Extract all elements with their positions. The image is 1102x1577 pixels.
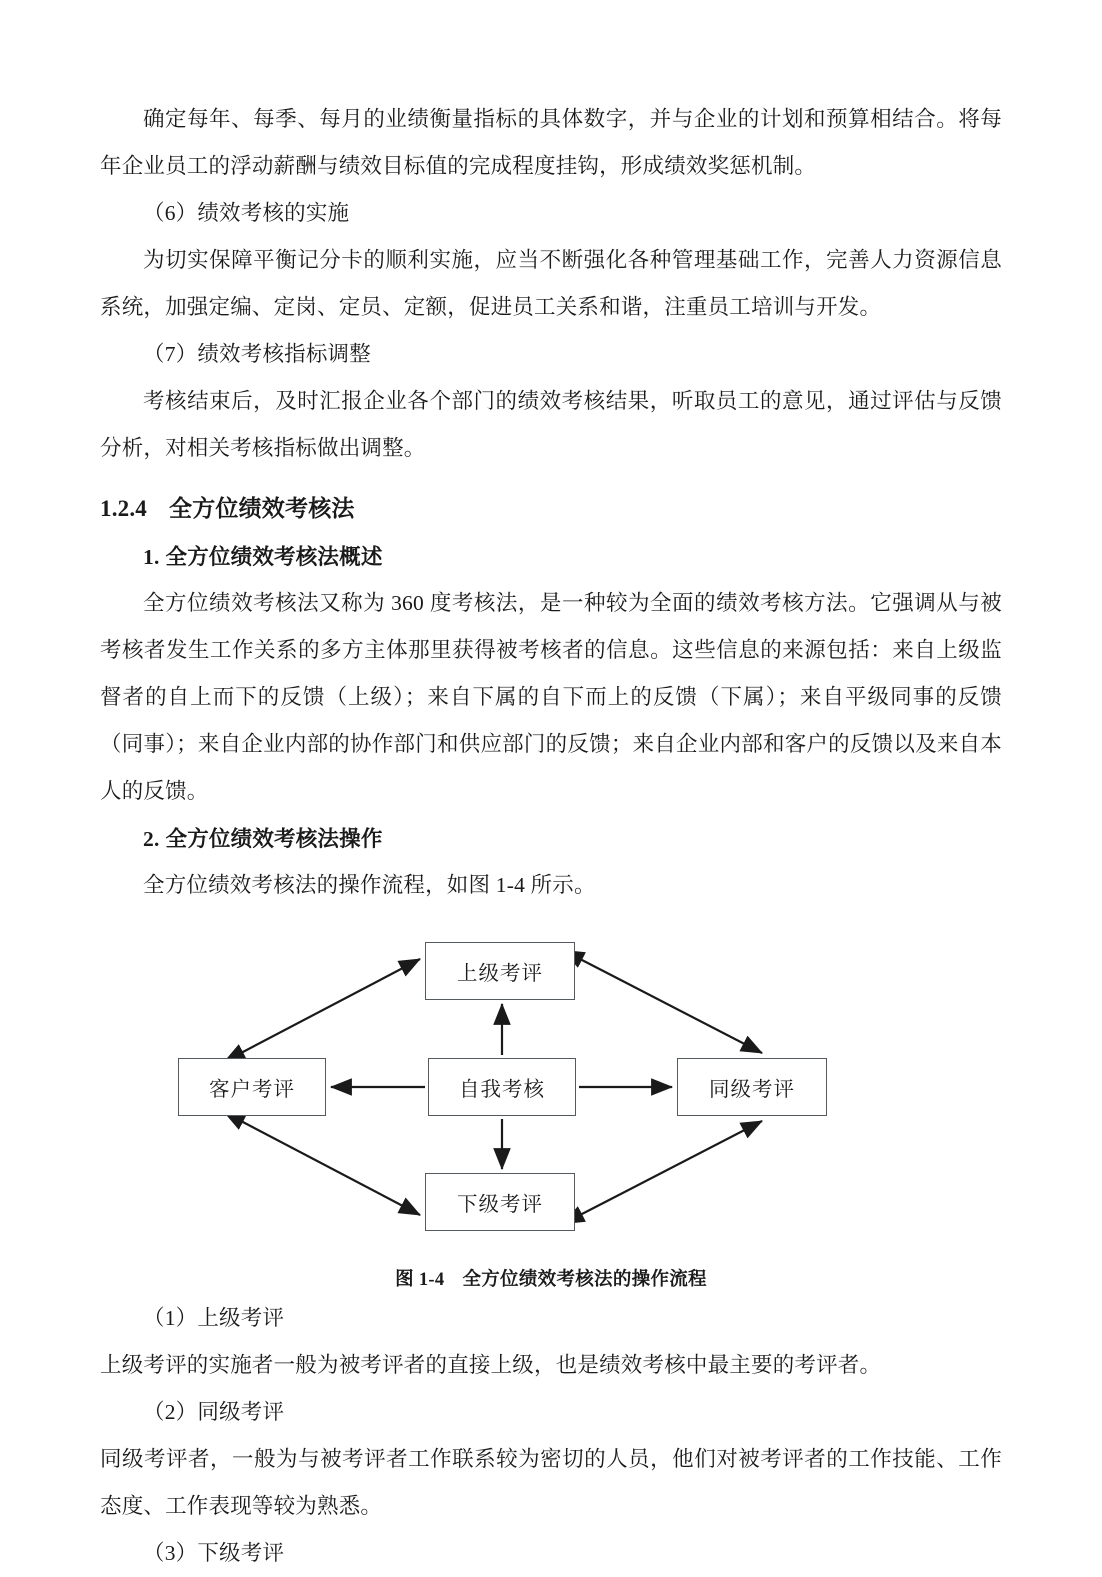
node-subordinate-review-label: 下级考评 bbox=[457, 1194, 543, 1216]
node-superior-review bbox=[425, 942, 575, 1000]
subheading-overview-title: 全方位绩效考核法概述 bbox=[165, 545, 383, 569]
node-superior-review-label: 上级考评 bbox=[457, 963, 543, 985]
node-self-assessment bbox=[428, 1058, 576, 1116]
paragraph-item-6-body: 为切实保障平衡记分卡的顺利实施，应当不断强化各种管理基础工作，完善人力资源信息系统，加强定编、定岗、定员、定额，促进员工关系和谐，注重员工培训与开发。 bbox=[100, 248, 1002, 319]
section-title: 全方位绩效考核法 bbox=[169, 496, 355, 521]
paragraph-item-7-title: （7）绩效考核指标调整 bbox=[143, 342, 371, 366]
paragraph-item-1-body: 上级考评的实施者一般为被考评者的直接上级，也是绩效考核中最主要的考评者。 bbox=[100, 1353, 882, 1377]
paragraph-360-overview: 全方位绩效考核法又称为 360 度考核法，是一种较为全面的绩效考核方法。它强调从与被考核者发生工作关系的多方主体那里获得被考核者的信息。这些信息的来源包括：来自上级监督者的自上而下的反馈（上级）；来自下属的自下而上的反馈（下属）；来自平级同事的反馈（同事）；来自企业内部的协作部门和供应部门的反馈；来自企业内部和客户的反馈以及来自本人的反馈。 bbox=[100, 591, 1002, 803]
paragraph-item-3-title: （3）下级考评 bbox=[143, 1541, 285, 1565]
paragraph-item-7-body: 考核结束后，及时汇报企业各个部门的绩效考核结果，听取员工的意见，通过评估与反馈分析，对相关考核指标做出调整。 bbox=[100, 389, 1002, 460]
figure-1-4 bbox=[100, 927, 1002, 1257]
section-number: 1.2.4 bbox=[100, 496, 147, 521]
node-peer-review-label: 同级考评 bbox=[709, 1079, 795, 1101]
node-self-assessment-label: 自我考核 bbox=[459, 1079, 545, 1101]
node-customer-review-label: 客户考评 bbox=[209, 1079, 295, 1101]
figure-caption bbox=[100, 1265, 1002, 1295]
arrow-subordinate-peer bbox=[580, 1121, 762, 1215]
subheading-operation-title: 全方位绩效考核法操作 bbox=[165, 827, 383, 851]
paragraph-performance-targets: 确定每年、每季、每月的业绩衡量指标的具体数字，并与企业的计划和预算相结合。将每年企业员工的浮动薪酬与绩效目标值的完成程度挂钩，形成绩效奖惩机制。 bbox=[100, 107, 1002, 178]
node-customer-review bbox=[178, 1058, 326, 1116]
paragraph-item-6-title: （6）绩效考核的实施 bbox=[143, 201, 350, 225]
section-heading-1-2-4 bbox=[100, 486, 1002, 531]
paragraph-item-2-title: （2）同级考评 bbox=[143, 1400, 285, 1424]
paragraph-figure-reference: 全方位绩效考核法的操作流程，如图 1-4 所示。 bbox=[143, 873, 596, 897]
node-peer-review bbox=[677, 1058, 827, 1116]
figure-caption-number: 图 1-4 bbox=[395, 1270, 445, 1290]
figure-caption-title: 全方位绩效考核法的操作流程 bbox=[462, 1270, 707, 1290]
node-subordinate-review bbox=[425, 1173, 575, 1231]
arrow-customer-subordinate bbox=[241, 1121, 420, 1215]
arrow-customer-superior bbox=[241, 959, 420, 1053]
subheading-operation-number: 2. bbox=[143, 827, 160, 851]
subheading-operation bbox=[100, 817, 1002, 862]
paragraph-item-2-body: 同级考评者，一般为与被考评者工作联系较为密切的人员，他们对被考评者的工作技能、工作态度、工作表现等较为熟悉。 bbox=[100, 1447, 1002, 1518]
subheading-overview-number: 1. bbox=[143, 545, 160, 569]
subheading-overview bbox=[100, 535, 1002, 580]
arrow-superior-peer bbox=[580, 959, 762, 1053]
paragraph-item-1-title: （1）上级考评 bbox=[143, 1306, 285, 1330]
